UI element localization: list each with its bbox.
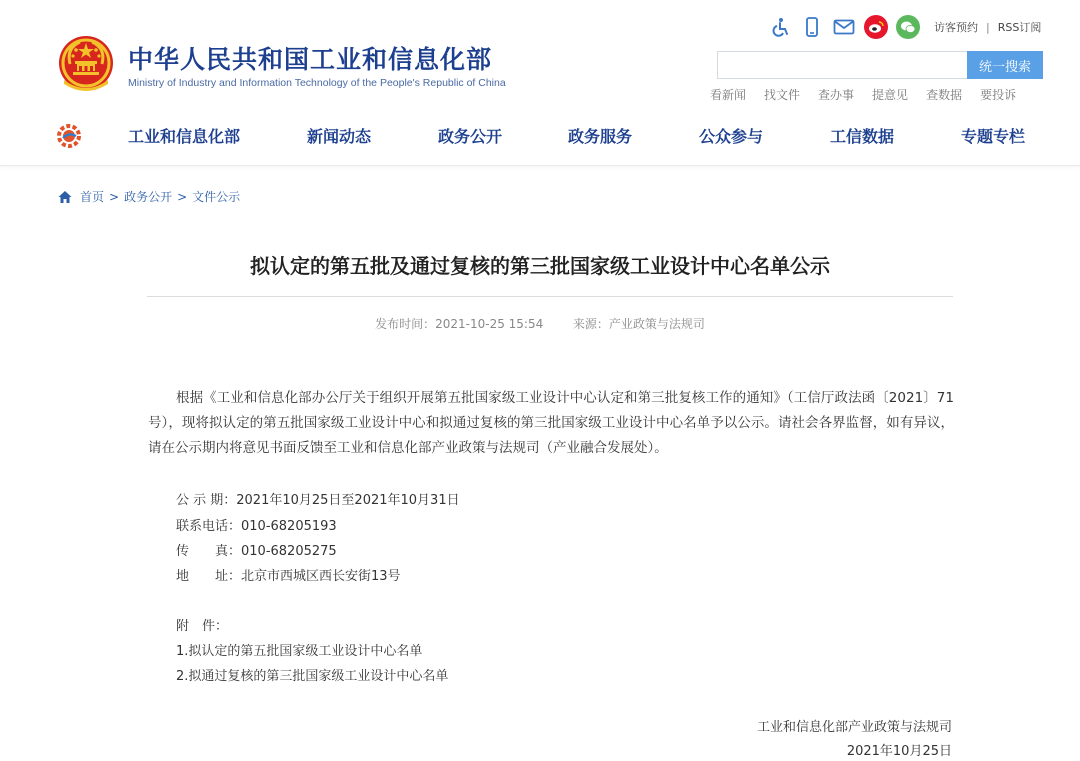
info-address-label: 地 址： [176,569,242,584]
article-body [148,386,954,461]
breadcrumb-separator: > [109,189,120,204]
wechat-icon[interactable] [896,15,920,39]
weibo-icon[interactable] [864,15,888,39]
home-icon[interactable] [58,190,72,204]
mobile-icon[interactable] [800,15,824,39]
quick-link-services[interactable]: 查办事 [818,88,855,102]
signature-department: 工业和信息化部产业政策与法规司 [756,720,952,735]
search-input[interactable] [717,51,968,79]
article-paragraph: 根据《工业和信息化部办公厅关于组织开展第五批国家级工业设计中心认定和第三批复核工作的通知》（工信厅政法函〔2021〕71号），现将拟认定的第五批国家级工业设计中心和拟通过复核的第三批国家级工业设计中心名单予以公示。请社会各界监督，如有异议，请在公示期内将意见书面反馈至工业和信息化部产业政策与法规司（产业融合发展处）。 [148,390,954,456]
site-header [0,0,1080,166]
info-fax-label: 传 真： [176,544,242,559]
attachments-label: 附 件： [176,619,229,634]
quick-link-complaint[interactable]: 要投诉 [980,88,1017,102]
quick-link-news[interactable]: 看新闻 [710,88,747,102]
info-period-label: 公 示 期： [176,493,237,508]
attachment-link[interactable]: 2.拟通过复核的第三批国家级工业设计中心名单 [176,669,449,684]
info-fax-value: 010-68205275 [241,544,337,559]
site-title[interactable]: 中华人民共和国工业和信息化部 [128,45,493,74]
mail-icon[interactable] [832,15,856,39]
breadcrumb-separator: > [177,189,188,204]
miit-logo-icon[interactable] [56,123,82,149]
search-button[interactable]: 统一搜索 [967,51,1043,79]
quick-link-files[interactable]: 找文件 [764,88,801,102]
info-period [176,489,460,508]
info-address-value: 北京市西城区西长安街13号 [241,569,401,584]
info-phone-label: 联系电话： [176,519,242,534]
title-divider [147,296,953,297]
info-fax [176,540,337,559]
article-title: 拟认定的第五批及通过复核的第三批国家级工业设计中心名单公示 [250,254,830,278]
nav-item-government-affairs[interactable]: 政务公开 [438,127,503,146]
nav-item-news[interactable]: 新闻动态 [307,127,372,146]
breadcrumb-government-affairs[interactable]: 政务公开 [124,190,173,204]
nav-item-special-topics[interactable]: 专题专栏 [961,127,1026,146]
nav-item-public-participation[interactable]: 公众参与 [699,127,764,146]
utility-icons [768,15,928,39]
info-period-value: 2021年10月25日至2021年10月31日 [236,493,460,508]
article-source: 来源：产业政策与法规司 [572,317,705,331]
top-links-separator: | [986,20,990,34]
nav-item-government-services[interactable]: 政务服务 [568,127,633,146]
breadcrumb-file-notices[interactable]: 文件公示 [192,190,241,204]
quick-links [710,86,1034,103]
breadcrumb-home[interactable]: 首页 [80,190,105,204]
quick-link-feedback[interactable]: 提意见 [872,88,909,102]
nav-item-ministry[interactable]: 工业和信息化部 [128,127,241,146]
visitor-appointment-link[interactable]: 访客预约 [934,21,978,34]
national-emblem-icon[interactable] [56,34,116,96]
info-address [176,565,401,584]
breadcrumb [58,188,240,205]
signature-date: 2021年10月25日 [846,744,952,759]
rss-link[interactable]: RSS订阅 [997,21,1042,34]
main-nav [118,124,1038,150]
quick-link-data[interactable]: 查数据 [926,88,963,102]
site-subtitle: Ministry of Industry and Information Technology of the People's Republic of China [128,77,506,89]
publish-time: 发布时间：2021-10-25 15:54 [375,317,544,331]
info-phone [176,515,337,534]
article-meta [0,315,1080,332]
nav-item-data[interactable]: 工信数据 [830,127,895,146]
info-phone-value: 010-68205193 [241,519,337,534]
accessibility-icon[interactable] [768,15,792,39]
top-links [934,19,1041,35]
attachment-link[interactable]: 1.拟认定的第五批国家级工业设计中心名单 [176,644,423,659]
